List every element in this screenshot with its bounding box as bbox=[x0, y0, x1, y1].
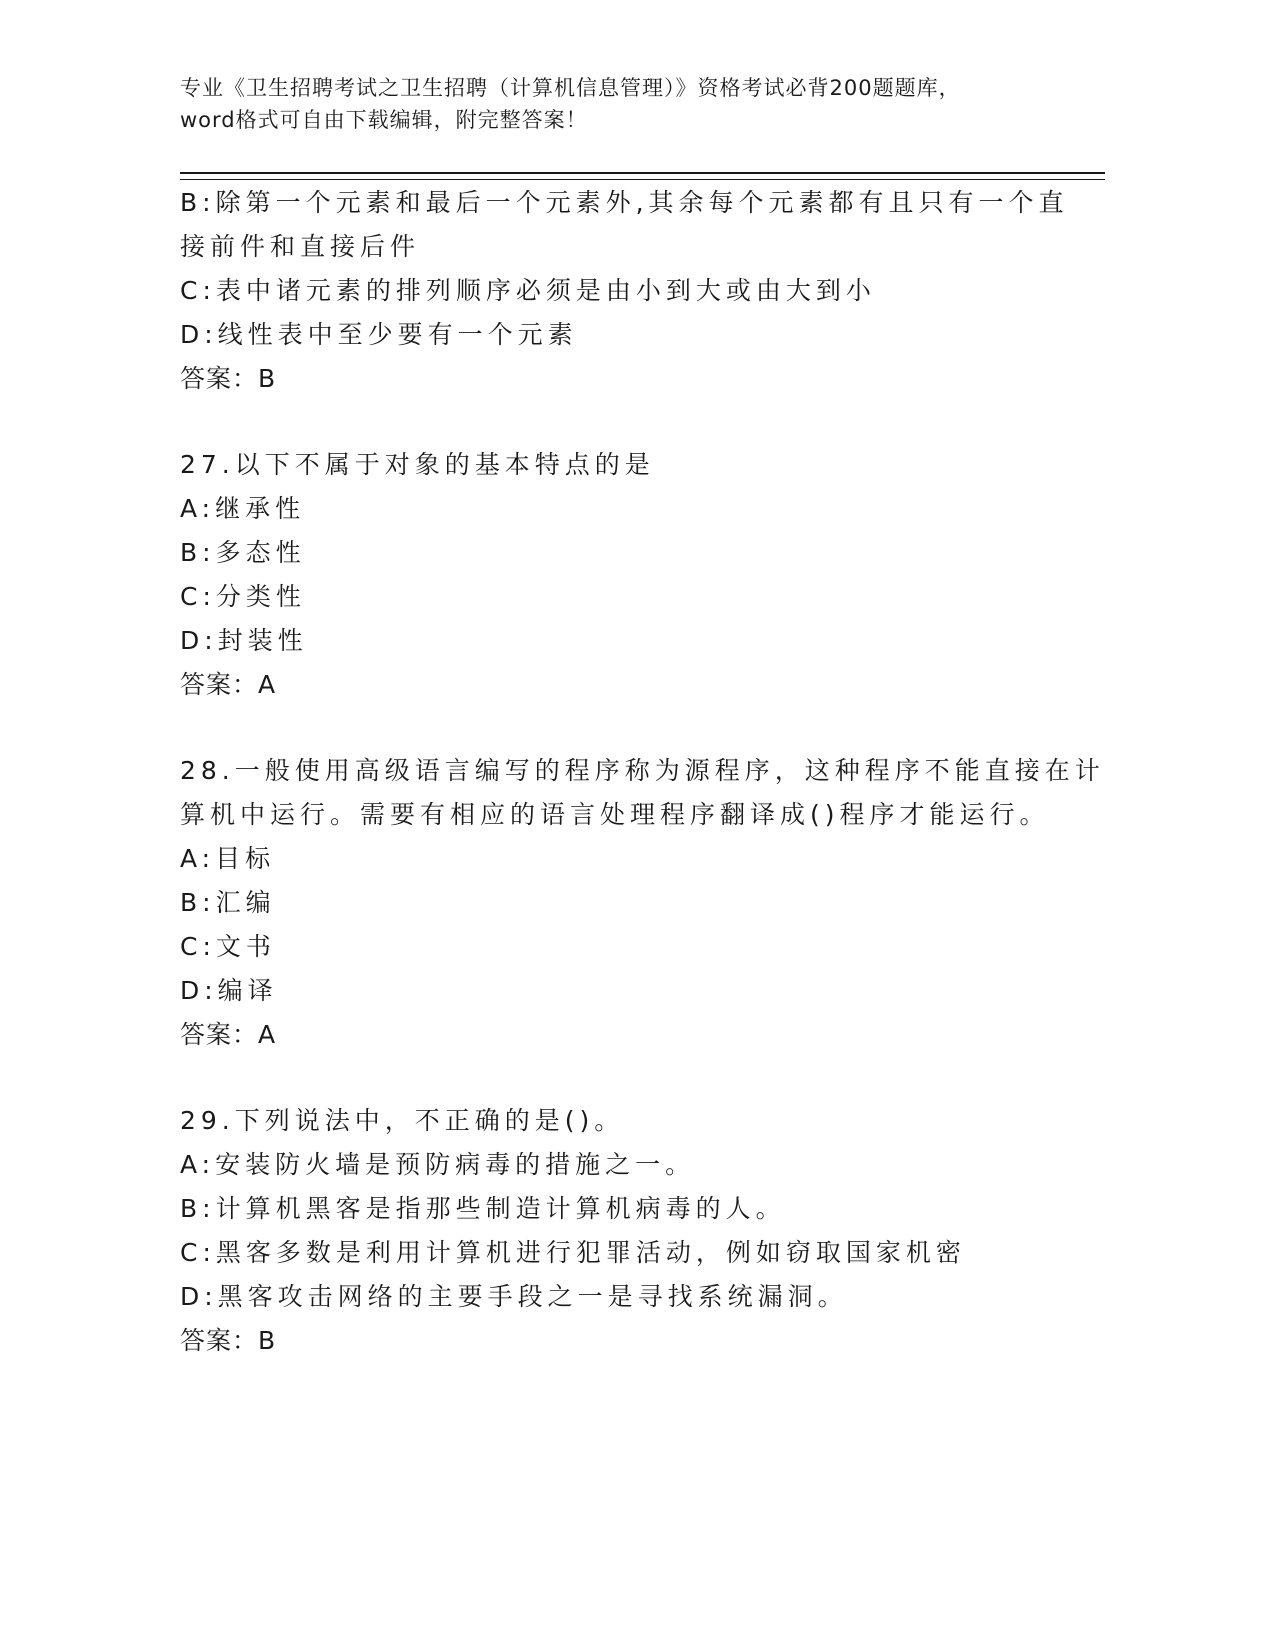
question-spacer bbox=[180, 401, 1060, 443]
answer: 答案：B bbox=[180, 1326, 277, 1355]
question-stem: 28.一般使用高级语言编写的程序称为源程序，这种程序不能直接在计 bbox=[180, 756, 1105, 785]
question-28 bbox=[180, 749, 1105, 1057]
question-26-continuation bbox=[180, 181, 1069, 401]
option-c: C:黑客多数是利用计算机进行犯罪活动，例如窃取国家机密 bbox=[180, 1238, 966, 1267]
question-spacer bbox=[180, 1057, 1060, 1099]
header-title-line-2: word格式可自由下载编辑，附完整答案！ bbox=[180, 108, 588, 132]
answer: 答案：B bbox=[180, 364, 277, 393]
option-d: D:黑客攻击网络的主要手段之一是寻找系统漏洞。 bbox=[180, 1282, 848, 1311]
answer: 答案：A bbox=[180, 670, 277, 699]
question-list bbox=[180, 181, 1105, 1363]
option-a: A:目标 bbox=[180, 844, 276, 873]
question-27 bbox=[180, 443, 1060, 707]
option-c: C:分类性 bbox=[180, 582, 306, 611]
question-spacer bbox=[180, 707, 1060, 749]
option-c: C:文书 bbox=[180, 932, 276, 961]
question-stem-continued: 算机中运行。需要有相应的语言处理程序翻译成()程序才能运行。 bbox=[180, 800, 1050, 829]
option-d: D:线性表中至少要有一个元素 bbox=[180, 320, 578, 349]
header-divider bbox=[180, 172, 1105, 180]
document-header bbox=[180, 72, 1060, 136]
option-b: B:多态性 bbox=[180, 538, 306, 567]
question-stem: 29.下列说法中，不正确的是()。 bbox=[180, 1106, 625, 1135]
option-d: D:编译 bbox=[180, 976, 278, 1005]
option-b: B:除第一个元素和最后一个元素外,其余每个元素都有且只有一个直 bbox=[180, 188, 1069, 217]
option-d: D:封装性 bbox=[180, 626, 308, 655]
question-stem: 27.以下不属于对象的基本特点的是 bbox=[180, 450, 655, 479]
option-b: B:汇编 bbox=[180, 888, 276, 917]
option-b-continued: 接前件和直接后件 bbox=[180, 232, 421, 261]
option-c: C:表中诸元素的排列顺序必须是由小到大或由大到小 bbox=[180, 276, 876, 305]
question-29 bbox=[180, 1099, 1060, 1363]
option-b: B:计算机黑客是指那些制造计算机病毒的人。 bbox=[180, 1194, 786, 1223]
option-a: A:继承性 bbox=[180, 494, 306, 523]
answer: 答案：A bbox=[180, 1020, 277, 1049]
option-a: A:安装防火墙是预防病毒的措施之一。 bbox=[180, 1150, 696, 1179]
header-title-line-1: 专业《卫生招聘考试之卫生招聘（计算机信息管理）》资格考试必背200题题库， bbox=[180, 76, 961, 100]
